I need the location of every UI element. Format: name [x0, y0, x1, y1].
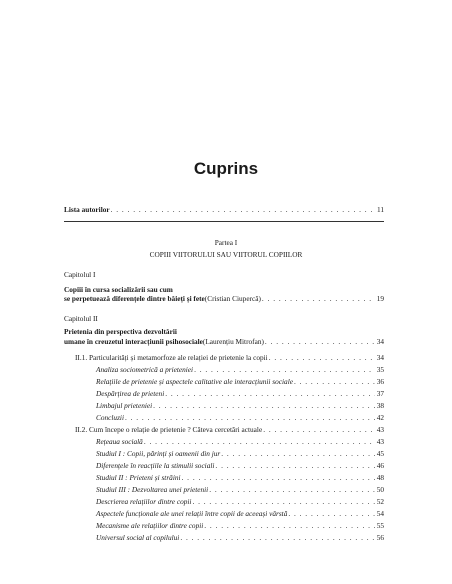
- subsection-label: Descrierea relațiilor dintre copii: [96, 497, 192, 506]
- dot-leader: [111, 205, 375, 214]
- toc-entry-page: 46: [376, 461, 384, 470]
- toc-entry-page: 42: [376, 413, 384, 422]
- dot-leader: [180, 533, 375, 542]
- toc-entry-page: 11: [376, 205, 384, 214]
- dot-leader: [265, 337, 375, 346]
- chapter-label: Capitolul I: [64, 270, 96, 279]
- chapter-label: Capitolul II: [64, 314, 98, 323]
- toc-entry-subsection: [96, 497, 384, 506]
- toc-entry-subsection: [96, 473, 384, 482]
- toc-entry-subsection: [96, 509, 384, 518]
- toc-entry-page: 35: [376, 365, 384, 374]
- toc-entry-subsection: [96, 449, 384, 458]
- toc-entry-subsection: [96, 461, 384, 470]
- dot-leader: [153, 401, 375, 410]
- dot-leader: [294, 377, 375, 386]
- divider: [64, 221, 384, 222]
- subsection-label: Rețeaua socială: [96, 437, 143, 446]
- toc-entry-label: Lista autorilor: [64, 205, 110, 214]
- dot-leader: [215, 461, 375, 470]
- subsection-label: Concluzii: [96, 413, 124, 422]
- subsection-label: Diferențele în reacțiile la stimulii sociali: [96, 461, 215, 470]
- toc-entry-page: 50: [376, 485, 384, 494]
- toc-entry-subsection: [96, 437, 384, 446]
- part-label: Partea I: [214, 238, 238, 247]
- toc-entry-subsection: [96, 485, 384, 494]
- subsection-label: Universul social al copilului: [96, 533, 180, 542]
- toc-entry-section-2: [75, 425, 384, 434]
- subsection-label: Limbajul prieteniei: [96, 401, 153, 410]
- chapter-title-line: Copiii în cursa socializării sau cum: [64, 285, 173, 294]
- toc-entry-page: 52: [376, 497, 384, 506]
- toc-entry-subsection: [96, 413, 384, 422]
- toc-entry-subsection: [96, 365, 384, 374]
- toc-entry-page: 36: [376, 377, 384, 386]
- toc-entry-subsection: [96, 401, 384, 410]
- dot-leader: [165, 389, 375, 398]
- subsection-label: Studiul I : Copii, părinți și oamenii din jur: [96, 449, 221, 458]
- toc-entry-subsection: [96, 377, 384, 386]
- toc-entry-page: 19: [376, 294, 384, 303]
- toc-entry-authors: [64, 205, 384, 214]
- subsection-label: Studiul III : Dezvoltarea unei prietenii: [96, 485, 209, 494]
- toc-entry-section-1: [75, 353, 384, 362]
- toc-entry-page: 56: [376, 533, 384, 542]
- toc-entry-page: 34: [376, 337, 384, 346]
- toc-entry-chapter2: [64, 337, 384, 346]
- toc-entry-subsection: [96, 389, 384, 398]
- part-title: COPIII VIITORULUI SAU VIITORUL COPIILOR: [149, 250, 303, 259]
- toc-entry-subsection: [96, 521, 384, 530]
- chapter-title-line: umane în creuzetul interacțiunii psihosociale: [64, 337, 203, 346]
- dot-leader: [192, 497, 375, 506]
- section-label: II.1. Particularități și metamorfoze ale relației de prietenie la copii: [75, 353, 268, 362]
- toc-entry-page: 55: [376, 521, 384, 530]
- dot-leader: [144, 437, 375, 446]
- subsection-label: Analiza sociometrică a prieteniei: [96, 365, 194, 374]
- dot-leader: [263, 425, 375, 434]
- dot-leader: [209, 485, 375, 494]
- dot-leader: [182, 473, 375, 482]
- toc-entry-page: 38: [376, 401, 384, 410]
- subsection-label: Aspectele funcționale ale unei relații între copii de aceeași vârstă: [96, 509, 288, 518]
- dot-leader: [194, 365, 375, 374]
- dot-leader: [125, 413, 375, 422]
- dot-leader: [288, 509, 375, 518]
- subsection-label: Relațiile de prietenie și aspectele calitative ale interacțiunii sociale: [96, 377, 293, 386]
- dot-leader: [269, 353, 375, 362]
- toc-entry-page: 43: [376, 437, 384, 446]
- toc-entry-page: 48: [376, 473, 384, 482]
- dot-leader: [204, 521, 375, 530]
- toc-entry-chapter1: [64, 294, 384, 303]
- subsection-label: Studiul II : Prieteni și străini: [96, 473, 181, 482]
- chapter-author: (Cristian Ciupercă): [204, 294, 261, 303]
- toc-entry-page: 54: [376, 509, 384, 518]
- chapter-author: (Laurențiu Mitrofan): [202, 337, 264, 346]
- toc-entry-page: 37: [376, 389, 384, 398]
- page-title: Cuprins: [193, 159, 259, 178]
- subsection-label: Despărțirea de prieteni: [96, 389, 165, 398]
- toc-entry-page: 45: [376, 449, 384, 458]
- dot-leader: [262, 294, 375, 303]
- subsection-label: Mecanisme ale relațiilor dintre copii: [96, 521, 204, 530]
- toc-entry-subsection: [96, 533, 384, 542]
- section-label: II.2. Cum începe o relație de prietenie ? Câteva cercetări actuale: [75, 425, 263, 434]
- toc-entry-page: 34: [376, 353, 384, 362]
- chapter-title-line: se perpetuează diferențele dintre băieți și fete: [64, 294, 205, 303]
- dot-leader: [221, 449, 375, 458]
- toc-entry-page: 43: [376, 425, 384, 434]
- chapter-title-line: Prietenia din perspectiva dezvoltării: [64, 327, 177, 336]
